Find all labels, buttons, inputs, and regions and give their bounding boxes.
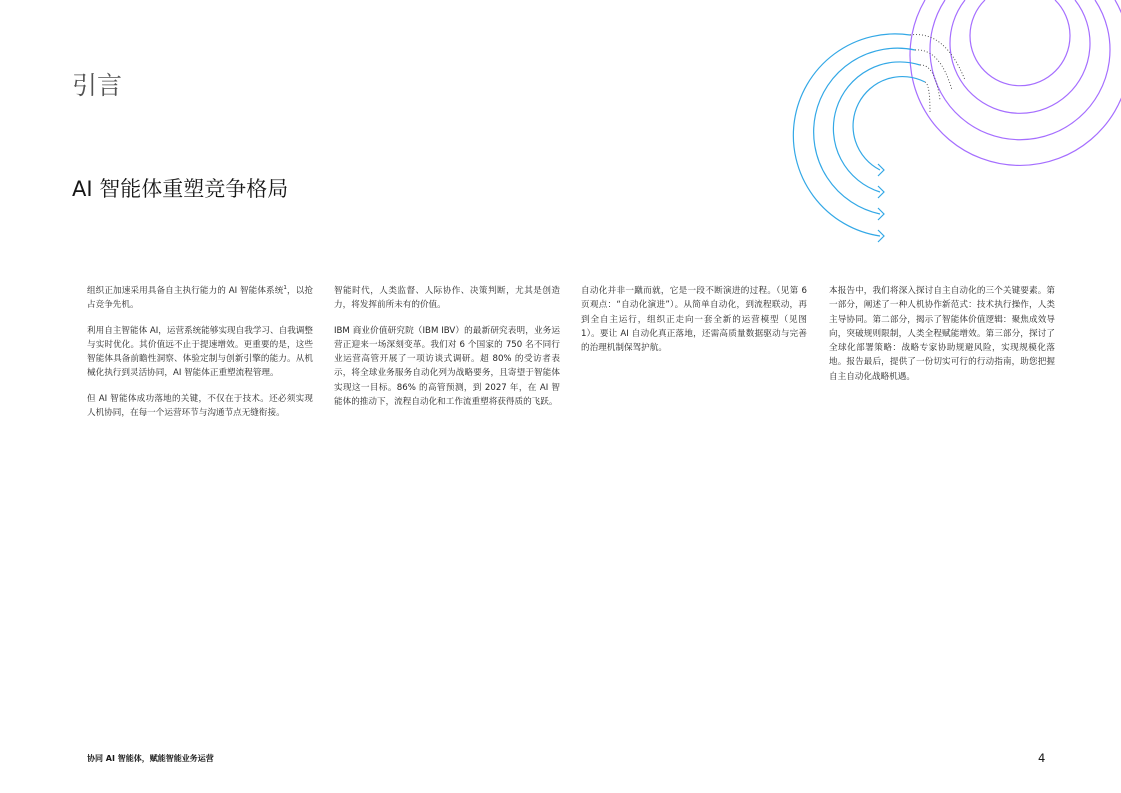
footer-title: 协同 AI 智能体，赋能智能业务运营 (87, 754, 214, 763)
paragraph: 智能时代，人类监督、人际协作、决策判断，尤其是创造力，将发挥前所未有的价值。 (334, 286, 560, 311)
text-column-3 (581, 284, 807, 366)
page-number: 4 (1038, 751, 1046, 765)
paragraph: 利用自主智能体 AI，运营系统能够实现自我学习、自我调整与实时优化。其价值远不止于提速增效。更重要的是，这些智能体具备前瞻性洞察、体验定制与创新引擎的能力。从机械化执行到灵活协同，AI 智能体正重塑流程管理。 (87, 325, 313, 379)
footnote-ref[interactable]: 1 (283, 285, 287, 292)
paragraph: 本报告中，我们将深入探讨自主自动化的三个关键要素。第一部分，阐述了一种人机协作新范式：技术执行操作，人类主导协同。第二部分，揭示了智能体价值逻辑：聚焦成效导向，突破规则限制，人类全程赋能增效。第三部分，探讨了全球化部署策略：战略专家协助规避风险，实现规模化落地。报告最后，提供了一份切实可行的行动指南，助您把握自主自动化战略机遇。 (829, 286, 1055, 382)
interlocking-loops-arrows-icon (770, 0, 1121, 250)
section-label: 引言 (72, 71, 123, 100)
paragraph: 组织正加速采用具备自主执行能力的 AI 智能体系统$^1$，以抢占竞争先机。 (87, 285, 313, 311)
paragraph: IBM 商业价值研究院（IBM IBV）的最新研究表明，业务运营正迎来一场深刻变革。我们对 6 个国家的 750 名不同行业运营高管开展了一项访谈式调研。超 80% 的受访者表示，将全球业务服务自动化列为战略要务，且寄望于智能体实现这一目标。86% 的高管预测，到 2027 年，在 AI 智能体的推动下，流程自动化和工作流重塑将获得质的飞跃。 (334, 325, 560, 408)
text-column-2 (334, 284, 560, 420)
paragraph: 但 AI 智能体成功落地的关键，不仅在于技术。还必须实现人机协同，在每一个运营环节与沟通节点无缝衔接。 (87, 393, 313, 419)
page-headline: AI 智能体重塑竞争格局 (72, 177, 289, 201)
text-column-1 (87, 284, 313, 431)
paragraph: 自动化并非一蹴而就，它是一段不断演进的过程。（见第 6 页观点：“自动化演进”）。从简单自动化，到流程联动，再到全自主运行，组织正走向一套全新的运营模型（见图 1）。要让 AI 自动化真正落地，还需高质量数据驱动与完善的治理机制保驾护航。 (581, 286, 807, 354)
text-column-4 (829, 284, 1055, 395)
